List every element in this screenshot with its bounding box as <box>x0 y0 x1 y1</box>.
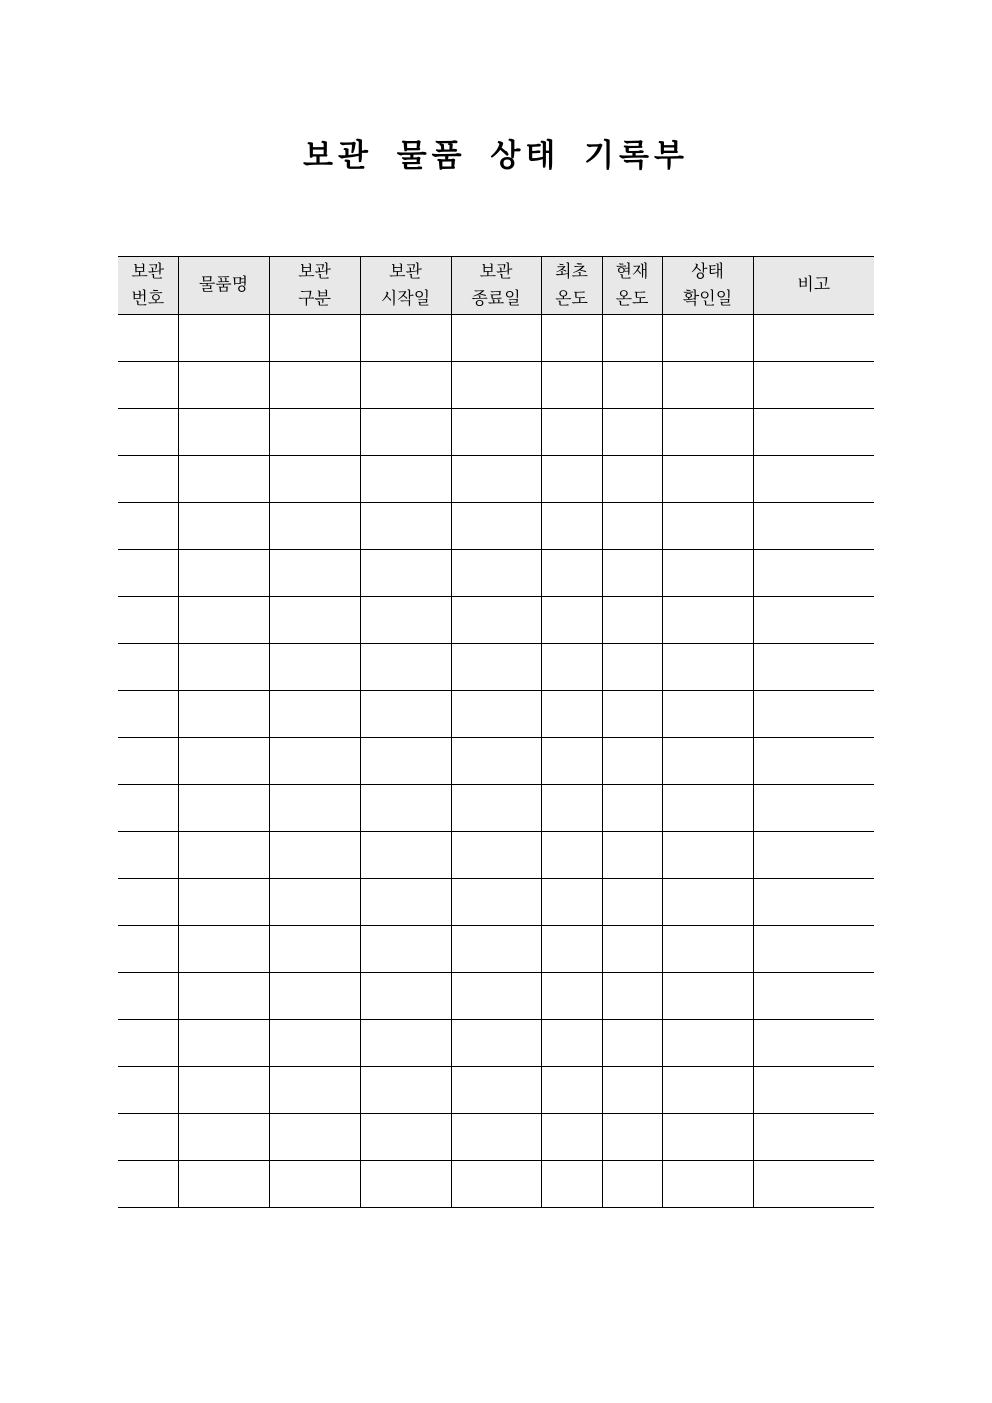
table-cell[interactable] <box>541 1161 602 1208</box>
table-cell[interactable] <box>602 597 662 644</box>
table-cell[interactable] <box>118 926 178 973</box>
table-cell[interactable] <box>753 644 874 691</box>
table-cell[interactable] <box>360 550 451 597</box>
table-cell[interactable] <box>269 785 360 832</box>
table-cell[interactable] <box>602 550 662 597</box>
table-cell[interactable] <box>360 926 451 973</box>
table-cell[interactable] <box>541 644 602 691</box>
table-cell[interactable] <box>541 550 602 597</box>
table-cell[interactable] <box>118 691 178 738</box>
table-cell[interactable] <box>178 1020 269 1067</box>
table-row <box>118 362 874 409</box>
table-row <box>118 550 874 597</box>
table-cell[interactable] <box>178 362 269 409</box>
table-cell[interactable] <box>753 879 874 926</box>
header-storage-number <box>118 257 178 315</box>
table-row <box>118 832 874 879</box>
table-cell[interactable] <box>541 1067 602 1114</box>
table-cell[interactable] <box>451 691 541 738</box>
table-cell[interactable] <box>602 1161 662 1208</box>
table-cell[interactable] <box>541 785 602 832</box>
table-cell[interactable] <box>360 597 451 644</box>
header-label-line2: 확인일 <box>682 288 733 309</box>
table-cell[interactable] <box>451 1114 541 1161</box>
table-cell[interactable] <box>360 644 451 691</box>
table-cell[interactable] <box>753 738 874 785</box>
table-row <box>118 503 874 550</box>
table-row <box>118 644 874 691</box>
table-cell[interactable] <box>602 832 662 879</box>
table-cell[interactable] <box>753 409 874 456</box>
header-label-line2: 온도 <box>555 288 588 309</box>
table-cell[interactable] <box>602 785 662 832</box>
table-cell[interactable] <box>178 879 269 926</box>
table-cell[interactable] <box>178 691 269 738</box>
table-cell[interactable] <box>269 550 360 597</box>
table-cell[interactable] <box>178 785 269 832</box>
table-cell[interactable] <box>662 691 753 738</box>
table-cell[interactable] <box>118 738 178 785</box>
table-cell[interactable] <box>360 409 451 456</box>
table-cell[interactable] <box>753 1020 874 1067</box>
table-cell[interactable] <box>541 832 602 879</box>
table-cell[interactable] <box>118 597 178 644</box>
table-cell[interactable] <box>602 691 662 738</box>
header-label-line2: 종료일 <box>471 288 521 309</box>
table-cell[interactable] <box>269 597 360 644</box>
table-cell[interactable] <box>662 832 753 879</box>
table-cell[interactable] <box>360 691 451 738</box>
table-cell[interactable] <box>360 315 451 362</box>
table-cell[interactable] <box>753 456 874 503</box>
table-body <box>118 315 874 1208</box>
table-cell[interactable] <box>118 1067 178 1114</box>
table-cell[interactable] <box>753 926 874 973</box>
table-row <box>118 597 874 644</box>
table-cell[interactable] <box>662 503 753 550</box>
table-row <box>118 1020 874 1067</box>
table-cell[interactable] <box>269 926 360 973</box>
table-cell[interactable] <box>602 362 662 409</box>
table-cell[interactable] <box>451 785 541 832</box>
table-cell[interactable] <box>451 973 541 1020</box>
table-cell[interactable] <box>753 1161 874 1208</box>
table-row <box>118 785 874 832</box>
table-cell[interactable] <box>541 362 602 409</box>
table-cell[interactable] <box>451 644 541 691</box>
table-cell[interactable] <box>753 832 874 879</box>
table-cell[interactable] <box>118 879 178 926</box>
header-label-line2: 온도 <box>615 288 649 309</box>
table-cell[interactable] <box>753 503 874 550</box>
table-cell[interactable] <box>451 315 541 362</box>
table-cell[interactable] <box>662 644 753 691</box>
table-cell[interactable] <box>602 503 662 550</box>
table-cell[interactable] <box>118 550 178 597</box>
table-cell[interactable] <box>118 456 178 503</box>
table-cell[interactable] <box>662 973 753 1020</box>
table-cell[interactable] <box>662 1161 753 1208</box>
table-cell[interactable] <box>451 456 541 503</box>
table-cell[interactable] <box>360 879 451 926</box>
table-cell[interactable] <box>269 1161 360 1208</box>
table-cell[interactable] <box>541 1114 602 1161</box>
page-title: 보관 물품 상태 기록부 <box>303 138 689 174</box>
table-cell[interactable] <box>662 1067 753 1114</box>
table-cell[interactable] <box>753 1067 874 1114</box>
table-cell[interactable] <box>541 503 602 550</box>
table-cell[interactable] <box>178 1067 269 1114</box>
table-cell[interactable] <box>602 409 662 456</box>
table-cell[interactable] <box>178 738 269 785</box>
table-cell[interactable] <box>662 315 753 362</box>
table-cell[interactable] <box>269 1067 360 1114</box>
table-cell[interactable] <box>118 1114 178 1161</box>
table-cell[interactable] <box>541 456 602 503</box>
table-row <box>118 879 874 926</box>
table-cell[interactable] <box>178 550 269 597</box>
header-label: 비고 <box>797 275 831 295</box>
table-cell[interactable] <box>602 1067 662 1114</box>
table-cell[interactable] <box>541 1020 602 1067</box>
table-cell[interactable] <box>178 973 269 1020</box>
table-cell[interactable] <box>118 644 178 691</box>
table-cell[interactable] <box>662 409 753 456</box>
table-cell[interactable] <box>360 503 451 550</box>
table-cell[interactable] <box>662 785 753 832</box>
table-cell[interactable] <box>662 926 753 973</box>
table-row <box>118 1067 874 1114</box>
header-label-line1: 보관 <box>389 261 422 282</box>
table-cell[interactable] <box>451 1161 541 1208</box>
table-cell[interactable] <box>753 315 874 362</box>
table-cell[interactable] <box>178 926 269 973</box>
table-cell[interactable] <box>178 832 269 879</box>
table-cell[interactable] <box>451 1067 541 1114</box>
table-cell[interactable] <box>602 315 662 362</box>
table-cell[interactable] <box>451 409 541 456</box>
table-row <box>118 1114 874 1161</box>
table-cell[interactable] <box>269 362 360 409</box>
table-cell[interactable] <box>541 691 602 738</box>
header-storage-end-date <box>451 257 541 315</box>
table-row <box>118 315 874 362</box>
table-cell[interactable] <box>753 550 874 597</box>
table-cell[interactable] <box>662 456 753 503</box>
table-cell[interactable] <box>602 644 662 691</box>
table-cell[interactable] <box>451 550 541 597</box>
header-initial-temperature <box>541 257 602 315</box>
header-label-line1: 최초 <box>555 261 588 282</box>
table-cell[interactable] <box>178 644 269 691</box>
header-storage-type <box>269 257 360 315</box>
table-cell[interactable] <box>662 1020 753 1067</box>
table-cell[interactable] <box>269 456 360 503</box>
table-cell[interactable] <box>360 973 451 1020</box>
table-cell[interactable] <box>662 1114 753 1161</box>
table-cell[interactable] <box>541 738 602 785</box>
table-cell[interactable] <box>662 597 753 644</box>
table-cell[interactable] <box>753 362 874 409</box>
table-cell[interactable] <box>360 1020 451 1067</box>
table-cell[interactable] <box>451 879 541 926</box>
header-remarks <box>753 257 874 315</box>
table-cell[interactable] <box>662 362 753 409</box>
table-cell[interactable] <box>178 315 269 362</box>
table-cell[interactable] <box>753 973 874 1020</box>
header-label-line1: 보관 <box>298 261 331 282</box>
table-cell[interactable] <box>662 879 753 926</box>
table-cell[interactable] <box>118 785 178 832</box>
table-cell[interactable] <box>269 409 360 456</box>
header-label-line2: 시작일 <box>380 288 431 309</box>
table-cell[interactable] <box>451 832 541 879</box>
header-label-line1: 보관 <box>131 261 165 282</box>
header-label-line1: 상태 <box>691 261 724 282</box>
table-row <box>118 738 874 785</box>
header-status-check-date <box>662 257 753 315</box>
table-cell[interactable] <box>602 926 662 973</box>
table-cell[interactable] <box>662 550 753 597</box>
table-cell[interactable] <box>360 362 451 409</box>
table-cell[interactable] <box>178 1161 269 1208</box>
table-cell[interactable] <box>602 1114 662 1161</box>
table-row <box>118 456 874 503</box>
table-cell[interactable] <box>360 832 451 879</box>
table-cell[interactable] <box>269 738 360 785</box>
table-cell[interactable] <box>118 1020 178 1067</box>
table-cell[interactable] <box>118 1161 178 1208</box>
table-cell[interactable] <box>269 973 360 1020</box>
table-cell[interactable] <box>662 738 753 785</box>
table-cell[interactable] <box>602 1020 662 1067</box>
table-cell[interactable] <box>451 597 541 644</box>
table-cell[interactable] <box>269 1114 360 1161</box>
table-cell[interactable] <box>602 456 662 503</box>
table-cell[interactable] <box>541 409 602 456</box>
table-cell[interactable] <box>178 503 269 550</box>
table-cell[interactable] <box>360 1067 451 1114</box>
table-cell[interactable] <box>451 1020 541 1067</box>
table-cell[interactable] <box>178 456 269 503</box>
table-cell[interactable] <box>753 785 874 832</box>
table-row <box>118 973 874 1020</box>
table-cell[interactable] <box>178 597 269 644</box>
table-cell[interactable] <box>118 973 178 1020</box>
table-cell[interactable] <box>269 503 360 550</box>
table-cell[interactable] <box>360 738 451 785</box>
table-row <box>118 409 874 456</box>
table-cell[interactable] <box>178 409 269 456</box>
header-label: 물품명 <box>198 275 249 295</box>
table-cell[interactable] <box>118 503 178 550</box>
table-cell[interactable] <box>602 973 662 1020</box>
table-cell[interactable] <box>269 691 360 738</box>
header-current-temperature <box>602 257 662 315</box>
table-cell[interactable] <box>753 1114 874 1161</box>
table-cell[interactable] <box>118 315 178 362</box>
table-cell[interactable] <box>602 738 662 785</box>
table-cell[interactable] <box>360 456 451 503</box>
table-cell[interactable] <box>178 1114 269 1161</box>
header-item-name <box>178 257 269 315</box>
table-cell[interactable] <box>360 1161 451 1208</box>
table-cell[interactable] <box>451 738 541 785</box>
table-cell[interactable] <box>269 879 360 926</box>
table-cell[interactable] <box>118 832 178 879</box>
table-cell[interactable] <box>269 644 360 691</box>
table-cell[interactable] <box>541 315 602 362</box>
table-cell[interactable] <box>451 362 541 409</box>
table-cell[interactable] <box>541 879 602 926</box>
table-cell[interactable] <box>541 973 602 1020</box>
table-cell[interactable] <box>269 1020 360 1067</box>
storage-log-table <box>118 256 874 1208</box>
table-row <box>118 691 874 738</box>
header-label-line2: 번호 <box>131 288 165 309</box>
table-cell[interactable] <box>451 503 541 550</box>
table-header-row <box>118 257 874 315</box>
table-cell[interactable] <box>269 832 360 879</box>
header-label-line2: 구분 <box>298 288 331 309</box>
table-row <box>118 1161 874 1208</box>
table-cell[interactable] <box>360 785 451 832</box>
table-cell[interactable] <box>541 597 602 644</box>
table-cell[interactable] <box>451 926 541 973</box>
table-cell[interactable] <box>360 1114 451 1161</box>
table-cell[interactable] <box>118 362 178 409</box>
table-cell[interactable] <box>753 597 874 644</box>
header-label-line1: 보관 <box>479 261 513 282</box>
table-cell[interactable] <box>753 691 874 738</box>
table-row <box>118 926 874 973</box>
header-storage-start-date <box>360 257 451 315</box>
table-cell[interactable] <box>269 315 360 362</box>
header-label-line1: 현재 <box>615 261 649 282</box>
table-cell[interactable] <box>118 409 178 456</box>
table-cell[interactable] <box>541 926 602 973</box>
table-cell[interactable] <box>602 879 662 926</box>
